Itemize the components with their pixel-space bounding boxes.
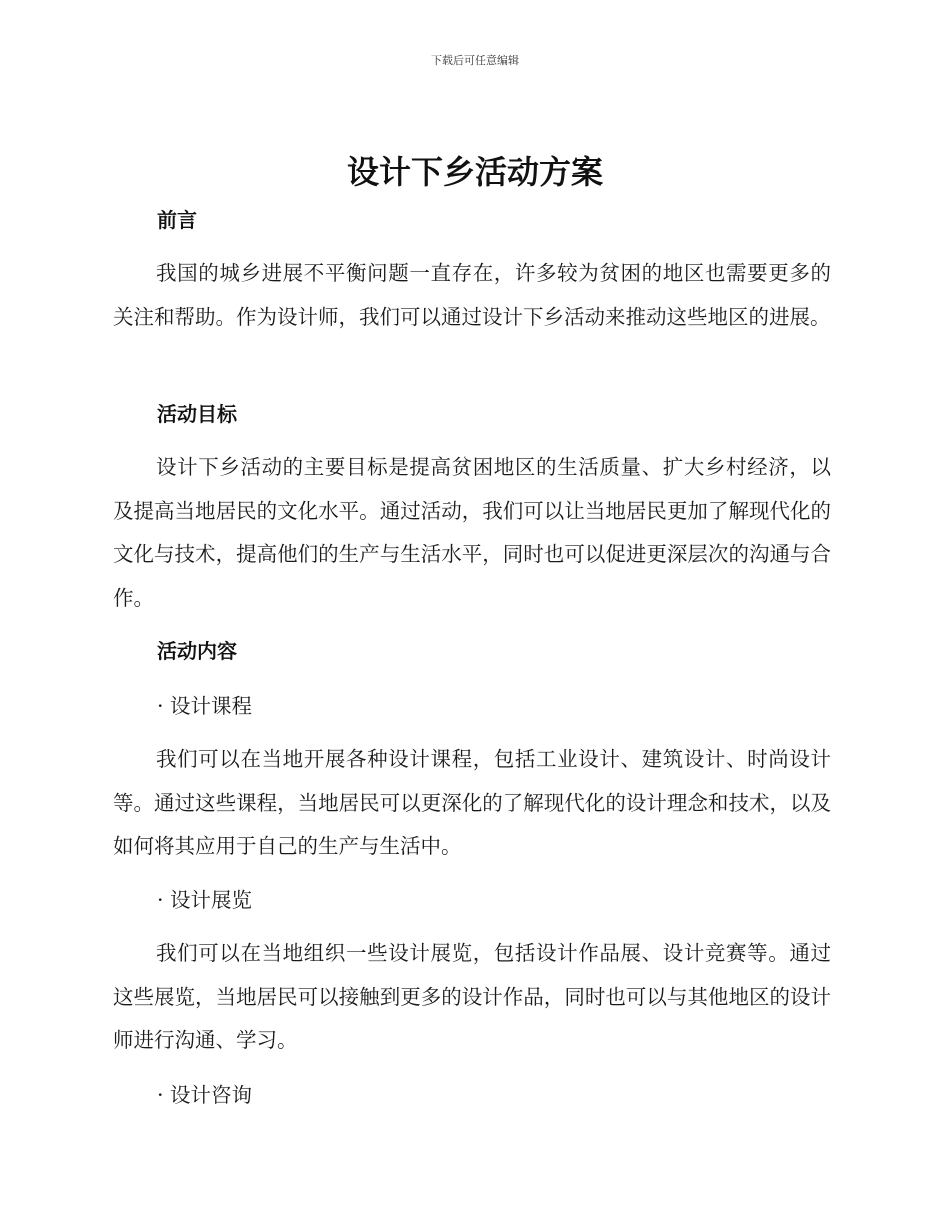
bullet-design-consulting: · 设计咨询 [157,1083,253,1107]
bullet-design-exhibition: · 设计展览 [157,888,253,912]
paragraph-design-courses: 我们可以在当地开展各种设计课程，包括工业设计、建筑设计、时尚设计等。通过这些课程，当地居民可以更深化的了解现代化的设计理念和技术，以及如何将其应用于自己的生产与生活中。 [113,747,831,858]
page-header-note: 下载后可任意编辑 [431,54,519,67]
paragraph-goals: 设计下乡活动的主要目标是提高贫困地区的生活质量、扩大乡村经济，以及提高当地居民的文化水平。通过活动，我们可以让当地居民更加了解现代化的文化与技术，提高他们的生产与生活水平，同时也可以促进更深层次的沟通与合作。 [113,455,831,610]
bullet-design-courses: · 设计课程 [157,694,253,718]
section-heading-preface: 前言 [157,208,197,232]
section-heading-content: 活动内容 [157,639,237,663]
section-heading-goals: 活动目标 [157,402,237,426]
paragraph-design-exhibition: 我们可以在当地组织一些设计展览，包括设计作品展、设计竞赛等。通过这些展览，当地居民可以接触到更多的设计作品，同时也可以与其他地区的设计师进行沟通、学习。 [113,941,831,1052]
paragraph-preface: 我国的城乡进展不平衡问题一直存在，许多较为贫困的地区也需要更多的关注和帮助。作为设计师，我们可以通过设计下乡活动来推动这些地区的进展。 [113,261,831,329]
document-title: 设计下乡活动方案 [346,153,603,191]
